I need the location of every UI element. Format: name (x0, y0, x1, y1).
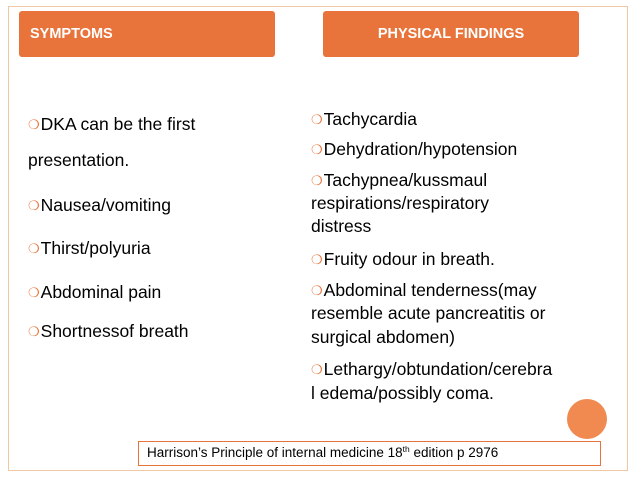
bullet-icon: ❍ (311, 142, 323, 157)
citation-superscript: th (402, 444, 410, 454)
citation-box (138, 441, 601, 466)
list-item: ❍Tachypnea/kussmaul (311, 170, 488, 190)
physical-findings-header (323, 11, 579, 57)
list-item-continuation: l edema/possibly coma. (311, 383, 494, 403)
bullet-icon: ❍ (311, 362, 323, 377)
list-item: ❍Thirst/polyuria (28, 238, 151, 258)
decorative-circle (567, 399, 607, 439)
bullet-icon: ❍ (311, 252, 323, 267)
list-item: ❍Abdominal pain (28, 282, 162, 302)
bullet-icon: ❍ (311, 112, 323, 127)
bullet-icon: ❍ (28, 198, 40, 213)
symptoms-header (19, 11, 275, 57)
list-item: ❍Fruity odour in breath. (311, 249, 495, 269)
list-item: ❍Dehydration/hypotension (311, 139, 518, 159)
bullet-icon: ❍ (28, 241, 40, 256)
bullet-icon: ❍ (28, 117, 40, 132)
list-item-continuation: presentation. (28, 150, 130, 170)
list-item: ❍Nausea/vomiting (28, 195, 172, 215)
symptoms-header-label: SYMPTOMS (30, 26, 113, 42)
bullet-icon: ❍ (311, 173, 323, 188)
list-item-continuation: respirations/respiratory (311, 193, 489, 213)
list-item: ❍Tachycardia (311, 109, 418, 129)
physical-findings-header-label: PHYSICAL FINDINGS (377, 26, 525, 42)
list-item: ❍Abdominal tenderness(may (311, 280, 537, 300)
bullet-icon: ❍ (28, 324, 40, 339)
list-item-continuation: distress (311, 216, 372, 236)
bullet-icon: ❍ (311, 283, 323, 298)
list-item: ❍Shortnessof breath (28, 321, 189, 341)
list-item: ❍Lethargy/obtundation/cerebra (311, 359, 553, 379)
list-item-continuation: surgical abdomen) (311, 327, 455, 347)
citation-text-end: edition p 2976 (409, 445, 499, 460)
citation-text: Harrison’s Principle of internal medicine 18 (147, 445, 403, 460)
list-item-continuation: resemble acute pancreatitis or (311, 303, 546, 323)
bullet-icon: ❍ (28, 285, 40, 300)
list-item: ❍DKA can be the first (28, 114, 196, 134)
